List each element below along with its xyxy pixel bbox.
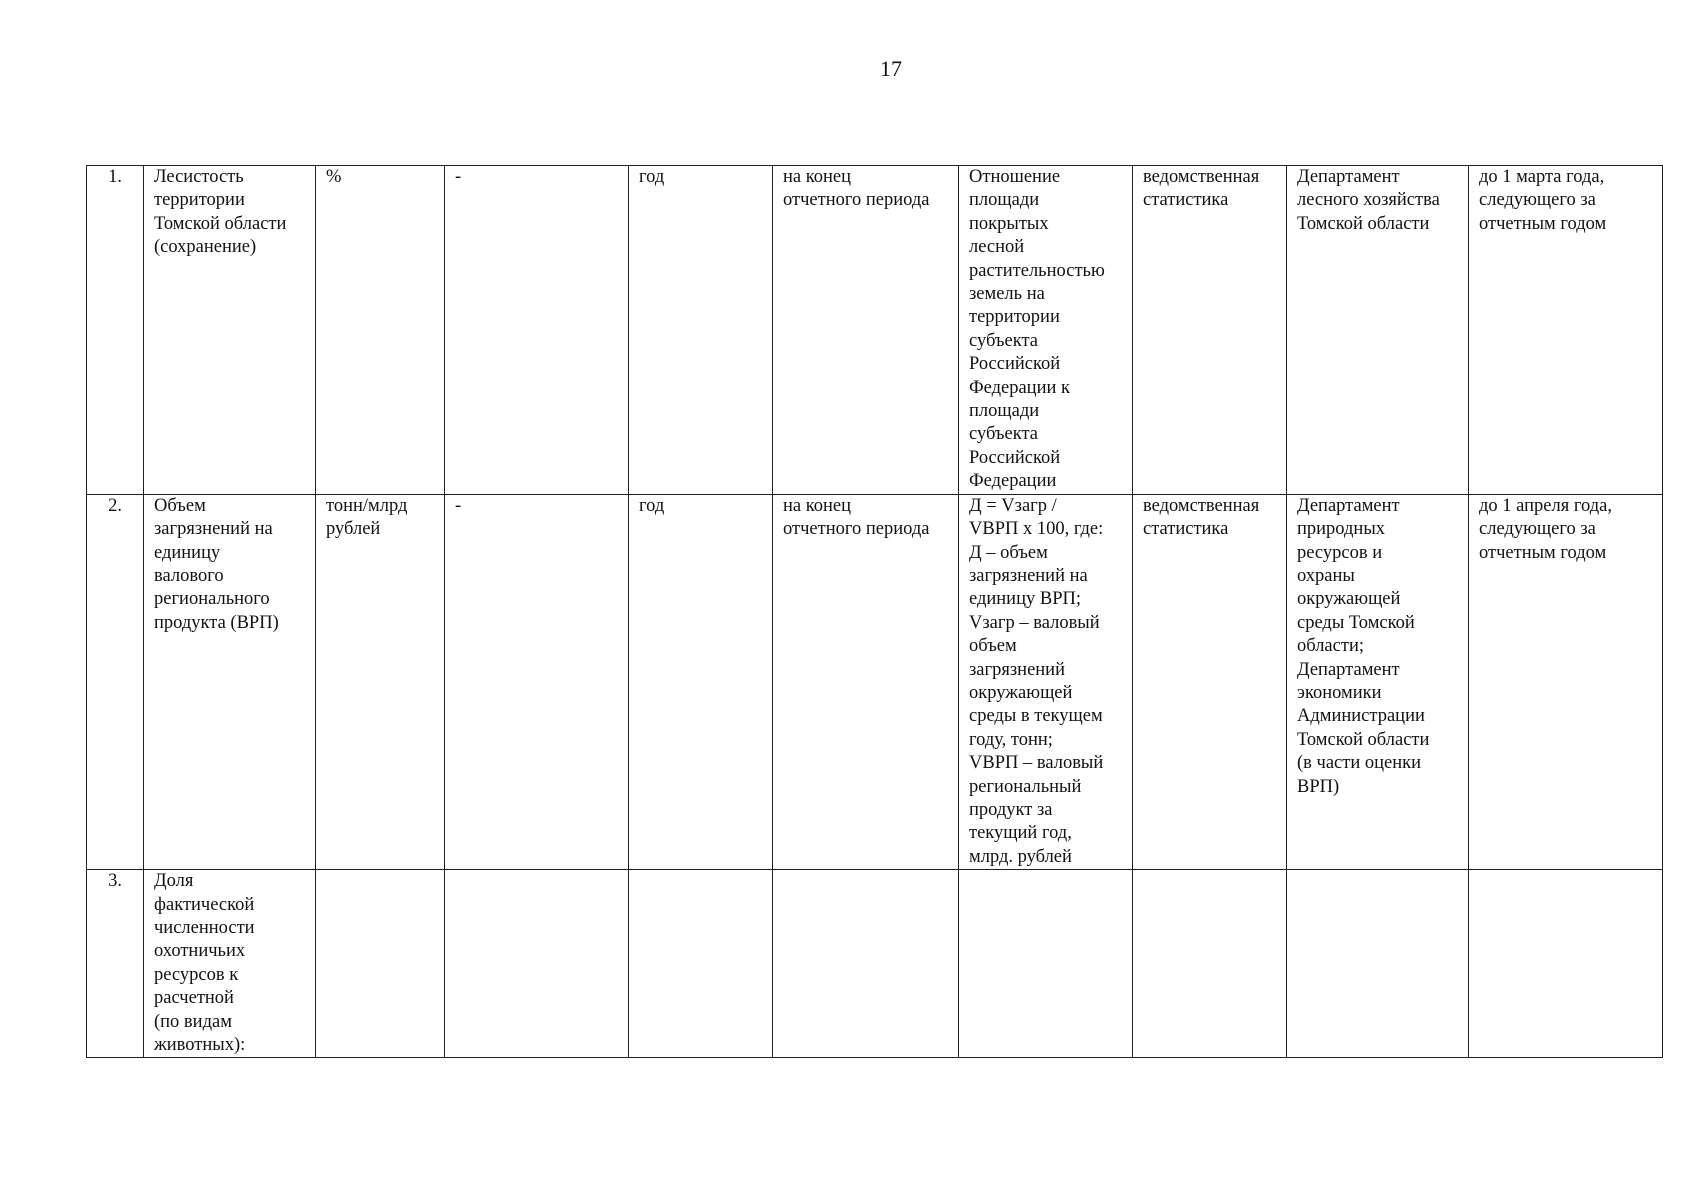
indicator-name: Лесистость территории Томской области (сохранение) — [144, 166, 316, 495]
calculation-method: Отношение площади покрытых лесной растительностью земель на территории субъекта Российской Федерации к площади субъекта Российской Федерации — [959, 166, 1133, 495]
table-row — [87, 494, 1663, 870]
periodicity: год — [629, 166, 773, 495]
time-characteristic — [773, 870, 959, 1058]
deadline — [1469, 870, 1663, 1058]
row-number: 2. — [87, 494, 144, 870]
indicator-cell: - — [445, 494, 629, 870]
indicators-table — [86, 165, 1663, 1058]
row-number: 1. — [87, 166, 144, 495]
calculation-method — [959, 870, 1133, 1058]
deadline: до 1 марта года, следующего за отчетным годом — [1469, 166, 1663, 495]
periodicity: год — [629, 494, 773, 870]
indicator-cell — [445, 870, 629, 1058]
calculation-method: Д = Vзагр / VВРП х 100, где: Д – объем загрязнений на единицу ВРП; Vзагр – валовый объем загрязнений окружающей среды в текущем году, тонн; VВРП – валовый региональный продукт за текущий год, млрд. рублей — [959, 494, 1133, 870]
data-source: ведомственная статистика — [1133, 166, 1287, 495]
time-characteristic: на конец отчетного периода — [773, 166, 959, 495]
indicator-name: Доля фактической численности охотничьих ресурсов к расчетной (по видам животных): — [144, 870, 316, 1058]
periodicity — [629, 870, 773, 1058]
table-row — [87, 870, 1663, 1058]
row-number: 3. — [87, 870, 144, 1058]
unit-of-measure: тонн/млрд рублей — [316, 494, 445, 870]
data-source — [1133, 870, 1287, 1058]
unit-of-measure: % — [316, 166, 445, 495]
responsible-body: Департамент природных ресурсов и охраны окружающей среды Томской области; Департамент экономики Администрации Томской области (в части оценки ВРП) — [1287, 494, 1469, 870]
table-row — [87, 166, 1663, 495]
time-characteristic: на конец отчетного периода — [773, 494, 959, 870]
indicator-cell: - — [445, 166, 629, 495]
deadline: до 1 апреля года, следующего за отчетным годом — [1469, 494, 1663, 870]
unit-of-measure — [316, 870, 445, 1058]
indicator-name: Объем загрязнений на единицу валового регионального продукта (ВРП) — [144, 494, 316, 870]
responsible-body — [1287, 870, 1469, 1058]
responsible-body: Департамент лесного хозяйства Томской области — [1287, 166, 1469, 495]
page-number: 17 — [880, 56, 902, 81]
data-source: ведомственная статистика — [1133, 494, 1287, 870]
